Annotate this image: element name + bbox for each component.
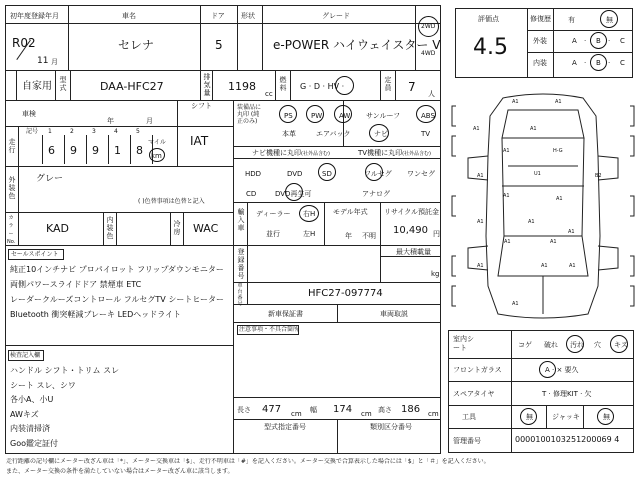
chassis-value: HFC27-097774 — [308, 288, 383, 299]
mileage-marker: 5 — [136, 128, 140, 135]
tools-label: 工具 — [462, 413, 476, 421]
length-unit: cm — [291, 410, 302, 418]
equipment-item: エアバック — [316, 130, 351, 138]
equipment-circle — [334, 105, 352, 123]
import-parallel: 並行 — [266, 230, 280, 238]
spare-tire-label: スペアタイヤ — [453, 390, 495, 398]
navi-circle — [285, 183, 303, 201]
damage-mark: A1 — [503, 148, 510, 154]
navi-item: SD — [322, 170, 332, 178]
inspector-note-line: Goo鑑定証付 — [10, 438, 58, 448]
tv-item: フルセグ — [364, 170, 392, 178]
interior-grade-option: A — [572, 59, 577, 67]
navi-title — [252, 149, 330, 158]
score-label: 評価点 — [478, 15, 499, 23]
model-year-unknown: 不明 — [362, 232, 376, 240]
mileage-digit: 6 — [48, 144, 55, 157]
usage-type: 自家用 — [22, 81, 52, 92]
capacity-value: 7 — [408, 80, 416, 94]
damage-mark: A1 — [473, 126, 480, 132]
exterior-grade-dot: · — [584, 37, 587, 45]
import-right-h: 右H — [303, 210, 316, 218]
mileage-marker: 4 — [114, 128, 118, 135]
seat-item: コゲ — [518, 341, 532, 349]
jack-value: 無 — [603, 413, 610, 421]
tv-circle — [365, 163, 383, 181]
import-dealer: ディーラー — [256, 210, 291, 218]
fuel-selected: HV — [327, 82, 340, 91]
damage-mark: A1 — [550, 239, 557, 245]
repair-no: 無 — [606, 16, 613, 24]
tv-title-text: TV機種に丸印 — [358, 149, 403, 157]
exterior-grade-label: 外装 — [533, 37, 547, 45]
equipment-circle — [279, 105, 297, 123]
fuel-label: 燃料 — [279, 76, 287, 92]
shift-label: シフト — [191, 102, 212, 110]
damage-mark: U1 — [534, 171, 541, 177]
class-designation-label: 類別区分番号 — [370, 423, 412, 431]
displacement-label: 排気量 — [203, 73, 211, 97]
exterior-grade-dot: · — [608, 37, 611, 45]
exterior-grade-option: B — [596, 37, 601, 45]
front-glass-a-circle — [539, 361, 556, 378]
reg-number-label: 登録番号 — [237, 248, 245, 280]
model-value: DAA-HFC27 — [100, 80, 164, 93]
fuel-tail: · — [339, 82, 345, 91]
exterior-grade-option: A — [572, 37, 577, 45]
repair-no-circle — [600, 10, 618, 28]
damage-mark: A1 — [504, 239, 511, 245]
inspection-month-unit: 月 — [146, 117, 153, 125]
model-year-unit: 年 — [345, 232, 352, 240]
model-year-label: モデル年式 — [333, 208, 368, 216]
navi-item: CD — [246, 190, 257, 198]
damage-mark: A1 — [528, 219, 535, 225]
mileage-digit: 1 — [114, 144, 121, 157]
equipment-item: PW — [311, 112, 323, 120]
jack-label: ジャッキ — [552, 413, 580, 421]
height-unit: cm — [428, 410, 439, 418]
inspection-label: 車検 — [22, 110, 36, 118]
first-reg-label: 初年度登録年月 — [10, 12, 59, 20]
tools-circle — [520, 408, 537, 425]
front-glass-label: フロントガラス — [453, 366, 502, 374]
damage-mark: A1 — [512, 301, 519, 307]
tools-value: 無 — [526, 413, 533, 421]
exterior-grade-option: C — [620, 37, 625, 45]
mileage-unit-km: km — [151, 152, 162, 160]
sales-point-line: レーダークルーズコントロール フルセグTV シートヒーター — [10, 295, 225, 304]
repair-yes: 有 — [568, 16, 575, 24]
notes-title: 注意事項・不具合箇所 — [239, 326, 300, 333]
fuel-options-text: G · D · — [300, 82, 328, 91]
car-name-label: 車名 — [122, 12, 136, 20]
drive-4wd: 4WD — [421, 50, 436, 57]
equipment-item: TV — [421, 130, 431, 138]
seat-item: 破れ — [544, 341, 558, 349]
color-code-label: カラーNo. — [7, 215, 16, 245]
ac-value: WAC — [193, 222, 219, 235]
seat-item: キズ — [614, 341, 628, 349]
grade-label: グレード — [322, 12, 350, 20]
damage-mark: A1 — [503, 193, 510, 199]
mileage-label: 走行 — [8, 138, 16, 154]
damage-diagram — [448, 86, 638, 326]
ac-label: 冷房 — [173, 220, 181, 236]
inspector-note-line: 各小A、小U — [10, 395, 54, 404]
displacement-unit: cc — [265, 90, 273, 98]
car-name: セレナ — [118, 38, 155, 52]
warranty-label: 新車保証書 — [268, 310, 303, 318]
equipment-circle — [369, 124, 389, 142]
length-label: 長さ — [237, 406, 251, 414]
footer-line1: 走行距離の記号欄にメーター改ざん車は「*」、メーター交換車は「$」、走行不明車は「#」を記入ください。メーター交換で合算表示した場合には「$」と「＃」を記入ください。 — [6, 458, 490, 465]
sales-point-line: 純正10インチナビ プロパイロット フリップダウンモニター — [10, 265, 224, 274]
jack-circle — [597, 408, 614, 425]
height-value: 186 — [401, 404, 421, 415]
equipment-item: PS — [284, 112, 293, 120]
import-left-h: 左H — [303, 230, 316, 238]
interior-grade-circle — [590, 54, 607, 71]
shape-label: 形状 — [241, 12, 255, 20]
width-unit: cm — [361, 410, 372, 418]
right-h-circle — [299, 205, 319, 222]
repair-label: 修復歴 — [530, 15, 551, 23]
max-load-unit: kg — [431, 270, 440, 278]
mileage-marker: 記号 — [26, 128, 39, 135]
front-glass-options: A · × 要久 — [545, 366, 579, 374]
equipment-item: AW — [339, 112, 351, 120]
seat-item: 穴 — [594, 341, 601, 349]
fuel-hv-circle — [335, 76, 354, 95]
first-reg-month: 11 — [37, 56, 49, 66]
capacity-label: 定員 — [384, 76, 392, 92]
chassis-label: 車台番号 — [237, 283, 243, 307]
equipment-circle — [416, 105, 436, 123]
navi-item: DVD — [287, 170, 303, 178]
interior-seat-label: 室内シート — [453, 335, 474, 352]
manual-label: 車両取説 — [380, 310, 408, 318]
equipment-item: ナビ — [374, 130, 388, 138]
tv-title — [358, 149, 431, 158]
damage-mark: A1 — [512, 99, 519, 105]
mileage-digit: 9 — [92, 144, 99, 157]
drive-2wd: 2WD — [421, 23, 436, 30]
equipment-item: 本革 — [282, 130, 296, 138]
exterior-label: 外装色 — [8, 176, 16, 200]
management-label: 管理番号 — [453, 437, 481, 445]
shift-value: IAT — [190, 134, 209, 148]
inspector-note-line: AWキズ — [10, 409, 39, 419]
spare-tire-options: T · 修理KIT · 欠 — [542, 390, 592, 398]
first-reg-year: R02 — [12, 36, 36, 50]
sales-points-title: セールスポイント — [11, 251, 59, 258]
mileage-digit: 9 — [70, 144, 77, 157]
navi-item: DVD再生可 — [275, 190, 312, 198]
model-label: 型式 — [59, 76, 67, 92]
seat-item: 汚れ — [570, 341, 584, 349]
seat-circle — [566, 335, 584, 353]
damage-mark: A1 — [477, 173, 484, 179]
inspection-year-unit: 年 — [107, 117, 114, 125]
interior-grade-dot: · — [608, 59, 611, 67]
damage-mark: A1 — [477, 219, 484, 225]
max-load-label: 最大積載量 — [396, 248, 431, 256]
interior-grade-dot: · — [584, 59, 587, 67]
mileage-marker: 1 — [48, 128, 52, 135]
damage-mark: A1 — [530, 126, 537, 132]
grade-value: e-POWER ハイウェイスター V — [273, 38, 441, 52]
navi-circle — [318, 163, 336, 181]
sales-point-line: 両側パワースライドドア 禁煙車 ETC — [10, 280, 142, 289]
damage-mark: A1 — [541, 263, 548, 269]
recycle-value: 10,490 — [393, 225, 428, 236]
mileage-digit: 8 — [136, 144, 143, 157]
interior-grade-option: C — [620, 59, 625, 67]
recycle-unit: 円 — [433, 230, 440, 238]
interior-color-label: 内装色 — [106, 216, 114, 240]
mileage-unit-mile: マイル — [148, 139, 166, 146]
interior-grade-label: 内装 — [533, 59, 547, 67]
damage-mark: A1 — [569, 263, 576, 269]
displacement-value: 1198 — [228, 80, 256, 93]
equipment-item: ABS — [421, 112, 435, 120]
length-value: 477 — [262, 404, 282, 415]
navi-title-text: ナビ機種に丸印 — [252, 149, 301, 157]
height-label: 高さ — [378, 406, 392, 414]
color-code-value: KAD — [46, 222, 70, 235]
inspector-notes-title: 検査記入欄 — [10, 352, 41, 359]
footer-line2: また、メーター交換の条件を満たしていない場合はメーター改ざん車に該当します。 — [6, 468, 234, 475]
damage-mark: A1 — [556, 196, 563, 202]
door-count: 5 — [215, 38, 223, 52]
exterior-grade-circle — [590, 32, 607, 49]
first-reg-month-unit: 月 — [51, 58, 58, 66]
equipment-circle — [306, 105, 324, 123]
equipment-title: 装備品に丸印 (純正のみ) — [237, 104, 262, 125]
score-value: 4.5 — [473, 35, 508, 60]
navi-title-note: (社外品含む) — [301, 151, 330, 157]
tv-item: アナログ — [362, 190, 390, 198]
damage-mark: B2 — [595, 173, 602, 179]
damage-mark: A1 — [555, 99, 562, 105]
navi-item: HDD — [245, 170, 262, 178]
exterior-note: ( )色替事項は色替と記入 — [138, 198, 205, 205]
capacity-unit: 人 — [428, 90, 435, 98]
mileage-marker: 2 — [70, 128, 74, 135]
exterior-color: グレー — [36, 174, 64, 184]
door-label: ドア — [211, 12, 225, 20]
inspector-note-line: ハンドル シフト・トリム スレ — [10, 366, 120, 375]
damage-mark: H-G — [553, 148, 563, 154]
interior-grade-option: B — [596, 59, 601, 67]
type-designation-label: 型式指定番号 — [264, 423, 306, 431]
inspector-note-line: 内装清掃済 — [10, 424, 50, 433]
equipment-item: サンルーフ — [366, 112, 401, 120]
width-label: 幅 — [310, 406, 317, 414]
management-value: 0000100103251200069 4 — [515, 435, 620, 444]
width-value: 174 — [333, 404, 353, 415]
sales-point-line: Bluetooth 衝突軽減ブレーキ LEDヘッドライト — [10, 310, 182, 319]
inspector-note-line: シート スレ、シワ — [10, 380, 76, 390]
damage-mark: A1 — [477, 263, 484, 269]
damage-mark: A1 — [568, 229, 575, 235]
tv-item: ワンセグ — [407, 170, 435, 178]
import-label: 輸入車 — [237, 208, 245, 232]
seat-circle — [610, 335, 628, 353]
mileage-marker: 3 — [92, 128, 96, 135]
recycle-label: リサイクル預託金 — [384, 208, 440, 216]
tv-title-note: (社外品含む) — [402, 151, 431, 157]
